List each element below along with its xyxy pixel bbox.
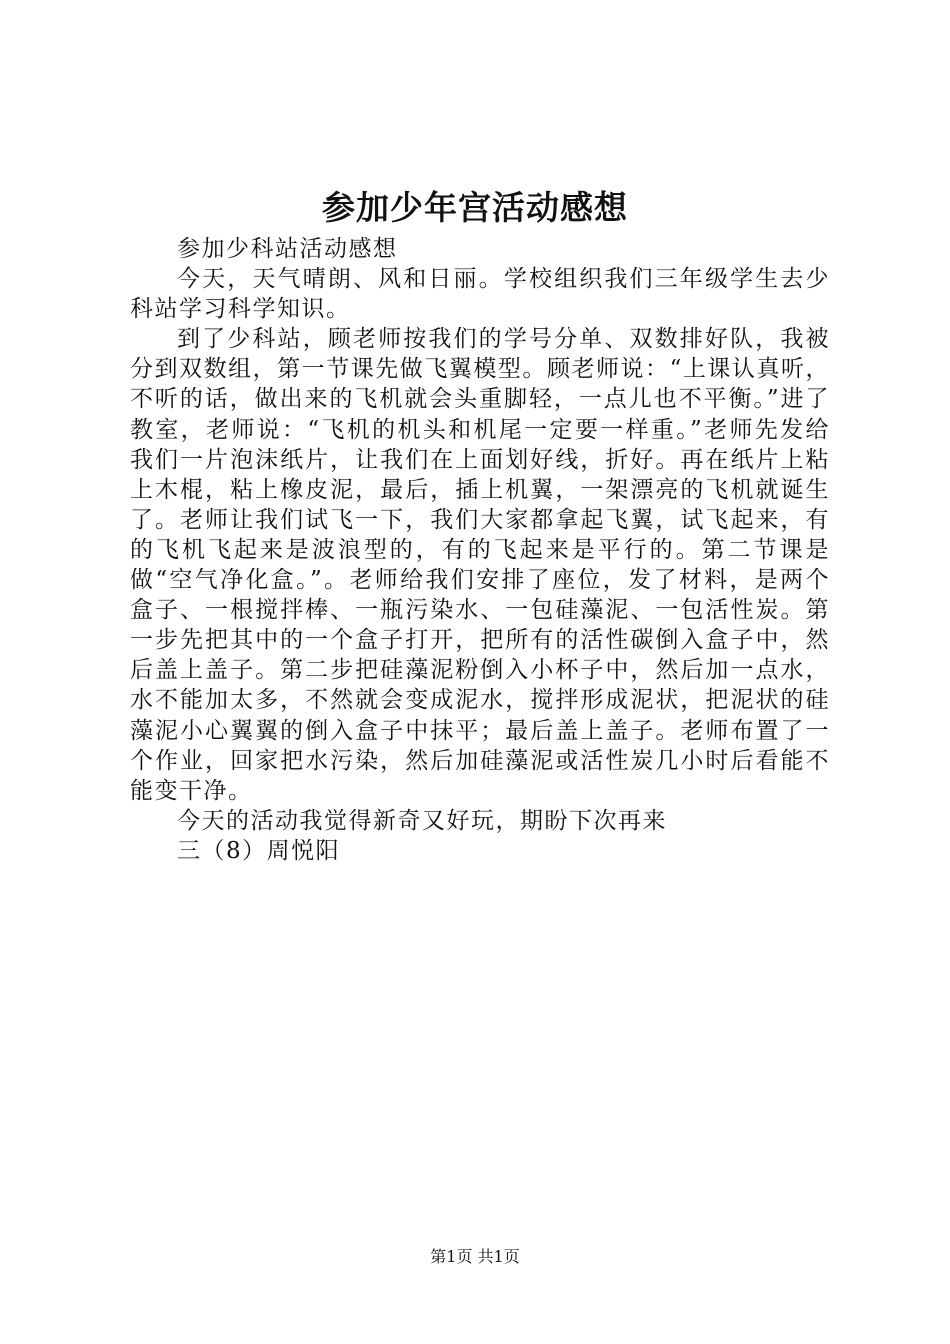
- author-signature: 三（8）周悦阳: [177, 837, 341, 864]
- document-body: [130, 234, 830, 866]
- main-paragraph: 到了少科站，顾老师按我们的学号分单、双数排好队，我被分到双数组，第一节课先做飞翼模型。顾老师说：“上课认真听，不听的话，做出来的飞机就会头重脚轻，一点儿也不平衡。”进了教室，老师说：“飞机的机头和机尾一定要一样重。”老师先发给我们一片泡沫纸片，让我们在上面划好线，折好。再在纸片上粘上木棍，粘上橡皮泥，最后，插上机翼，一架漂亮的飞机就诞生了。老师让我们试飞一下，我们大家都拿起飞翼，试飞起来，有的飞机飞起来是波浪型的，有的飞起来是平行的。第二节课是做“空气净化盒。”。老师给我们安排了座位，发了材料，是两个盒子、一根搅拌棒、一瓶污染水、一包硅藻泥、一包活性炭。第一步先把其中的一个盒子打开，把所有的活性碳倒入盒子中，然后盖上盖子。第二步把硅藻泥粉倒入小杯子中，然后加一点水，水不能加太多，不然就会变成泥水，搅拌形成泥状，把泥状的硅藻泥小心翼翼的倒入盒子中抹平；最后盖上盖子。老师布置了一个作业，回家把水污染，然后加硅藻泥或活性炭几小时后看能不能变干净。: [130, 326, 830, 804]
- page-footer: 第1页 共1页: [430, 1247, 520, 1266]
- intro-paragraph: 今天，天气晴朗、风和日丽。学校组织我们三年级学生去少科站学习科学知识。: [130, 266, 830, 323]
- subtitle-paragraph: 参加少科站活动感想: [177, 236, 398, 262]
- closing-paragraph: 今天的活动我觉得新奇又好玩，期盼下次再来: [177, 807, 667, 834]
- document-title: 参加少年宫活动感想: [322, 188, 628, 227]
